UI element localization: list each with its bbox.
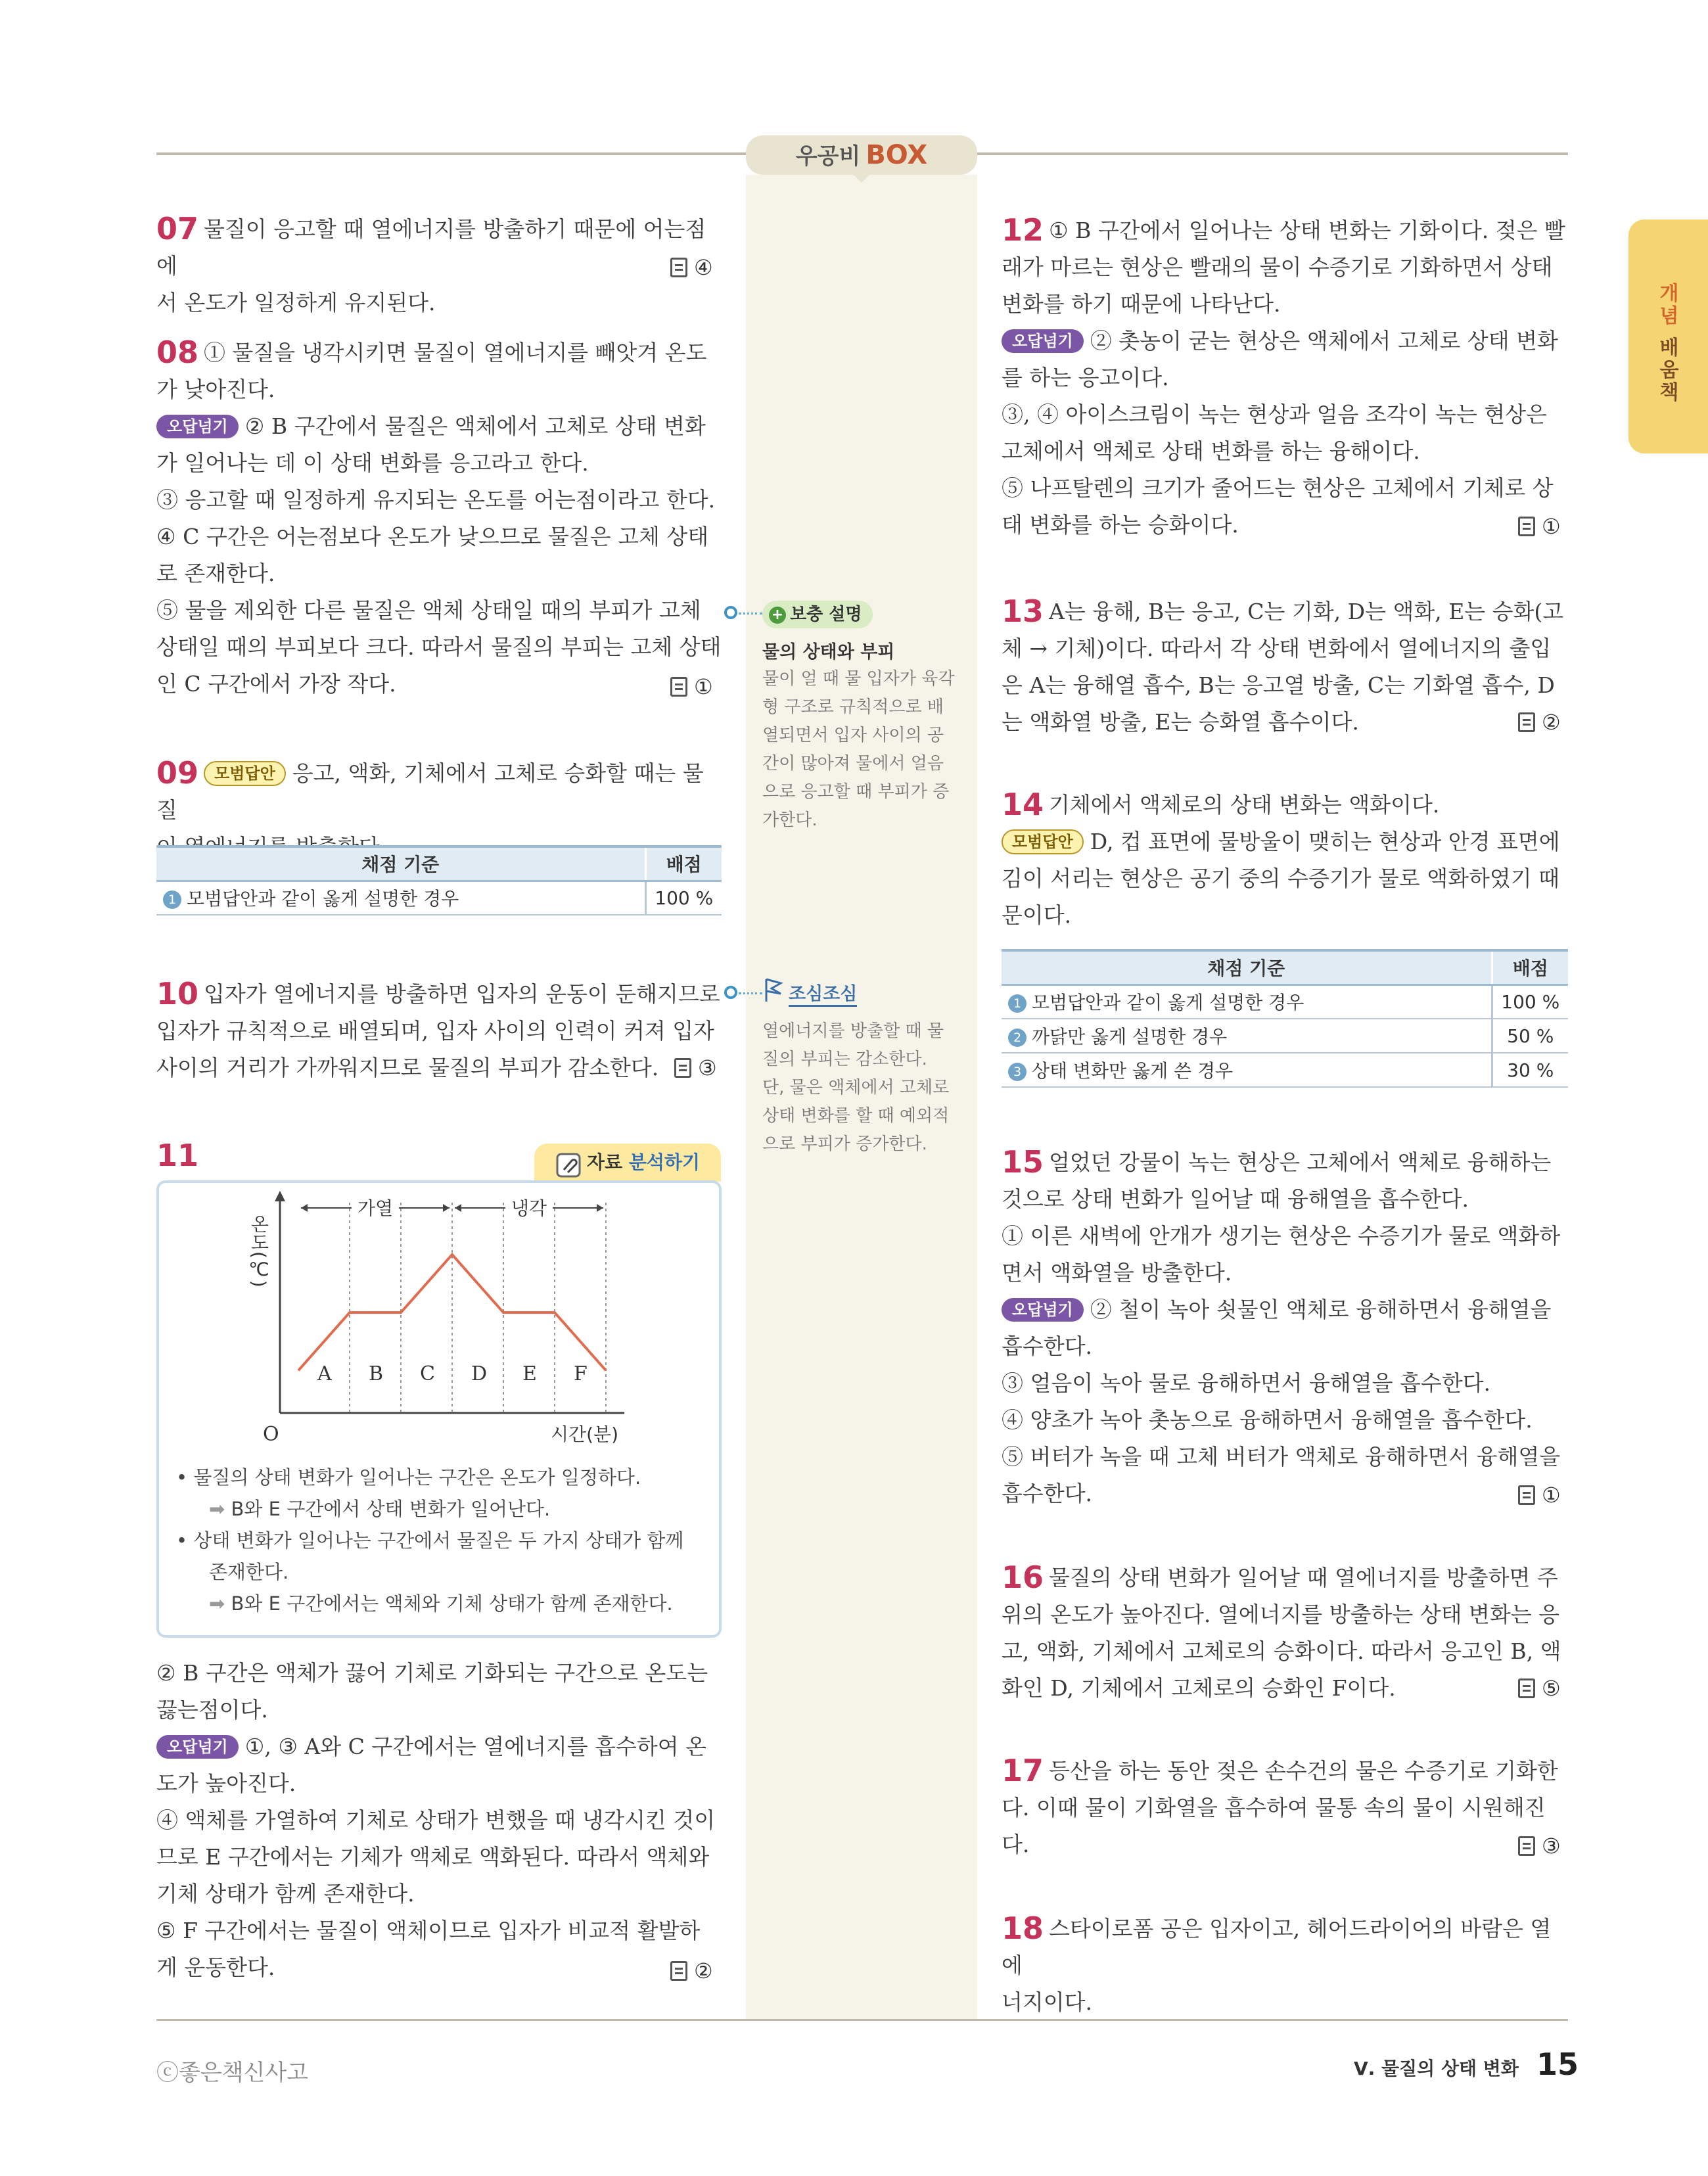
q08: 08 ① 물질을 냉각시키면 물질이 열에너지를 빼앗겨 온도 가 낮아진다. 오답넘기 ② B 구간에서 물질은 액체에서 고체로 상태 변화 가 일어나는 데 이 상태 변화를 응고라고 한다. ③ 응고할 때 일정하게 유지되는 온도를 어는점이라고 한다. ④ C 구간은 어는점보다 온도가 낮으므로 물질은 고체 상태 로 존재한다. ⑤ 물을 제외한 다른 물질은 액체 상태일 때의 부피가 고체 상태일 때의 부피보다 크다. 따라서 물질의 부피는 고체 상태 인 C 구간에서 가장 작다. bbox=[156, 335, 722, 697]
connector-dot bbox=[724, 606, 737, 619]
data-analysis-tab: 자료 분석하기 bbox=[534, 1144, 721, 1182]
memo-icon bbox=[670, 258, 687, 277]
q09: 09 모범답안 응고, 액화, 기체에서 고체로 승화할 때는 물질 bbox=[156, 755, 704, 823]
origin-label: O bbox=[263, 1423, 279, 1446]
q13: 13 A는 융해, B는 응고, C는 기화, D는 액화, E는 승화(고 체 → 기체)이다. 따라서 각 상태 변화에서 열에너지의 출입 은 A는 융해열 흡수, B는 응고열 방출, C는 기화열 흡수, D 는 액화열 방출, E는 승화열 흡수이다. bbox=[1002, 593, 1564, 735]
table-row: 1 모범답안과 같이 옳게 설명한 경우 100 % bbox=[156, 881, 722, 915]
memo-icon bbox=[1518, 517, 1535, 536]
table-header-score: 배점 bbox=[645, 846, 722, 881]
answer-q07: ④ bbox=[670, 255, 713, 280]
question-number: 07 bbox=[156, 211, 199, 246]
y-axis-label: 온도(℃) bbox=[248, 1215, 270, 1287]
q17: 17 등산을 하는 동안 젖은 손수건의 물은 수증기로 기화한 다. 이때 물이 기화열을 흡수하여 물통 속의 물이 시원해진다. bbox=[1002, 1753, 1558, 1857]
memo-icon bbox=[1518, 712, 1535, 732]
q18: 18 스타이로폼 공은 입자이고, 헤어드라이어의 바람은 열에 너지이다. bbox=[1002, 1910, 1552, 2015]
wrong-answer-badge: 오답넘기 bbox=[156, 1735, 239, 1759]
connector-line bbox=[739, 613, 762, 614]
segment-label: C bbox=[420, 1362, 435, 1385]
phase-span-arrow bbox=[597, 1204, 603, 1212]
answer-q10: ③ bbox=[674, 1055, 717, 1080]
question-number: 10 bbox=[156, 976, 199, 1011]
box-label: 우공비 bbox=[795, 143, 861, 170]
plus-icon: + bbox=[769, 607, 786, 624]
question-number: 12 bbox=[1002, 212, 1044, 248]
q14: 14 기체에서 액체로의 상태 변화는 액화이다. 모범답안 D, 컵 표면에 물방울이 맺히는 현상과 안경 표면에 김이 서리는 현상은 공기 중의 수증기가 물로 액화하였기 때 문이다. bbox=[1002, 787, 1560, 928]
caution-note-label: 조심조심 bbox=[789, 979, 857, 1007]
phase-span-arrow bbox=[455, 1204, 461, 1212]
answer-q08: ① bbox=[670, 674, 713, 699]
memo-icon bbox=[670, 1961, 687, 1981]
q11-number bbox=[156, 1137, 204, 1174]
wrong-answer-badge: 오답넘기 bbox=[1002, 1298, 1084, 1322]
question-number: 15 bbox=[1002, 1144, 1044, 1180]
table-header-criteria: 채점 기준 bbox=[156, 846, 645, 881]
question-number: 13 bbox=[1002, 593, 1044, 629]
temperature-time-chart bbox=[197, 1190, 644, 1452]
answer-q17: ③ bbox=[1518, 1834, 1561, 1859]
question-number: 18 bbox=[1002, 1910, 1044, 1946]
wrong-answer-badge: 오답넘기 bbox=[1002, 329, 1084, 353]
box-tab-pointer bbox=[852, 174, 871, 183]
answer-q15: ① bbox=[1518, 1483, 1561, 1508]
table-row: 3 상태 변화만 옳게 쓴 경우 30 % bbox=[1002, 1053, 1568, 1087]
side-tab-label: 개념 배움책 bbox=[1655, 283, 1678, 404]
supplement-note-label: + 보충 설명 bbox=[762, 601, 873, 628]
grading-table-q14 bbox=[1002, 949, 1568, 1088]
connector-dot bbox=[724, 986, 737, 999]
question-number: 16 bbox=[1002, 1560, 1044, 1595]
caution-note-body: 열에너지를 방출할 때 물 질의 부피는 감소한다. 단, 물은 액체에서 고체로 상태 변화를 할 때 예외적 으로 부피가 증가한다. bbox=[762, 1021, 950, 1154]
bottom-rule bbox=[156, 2019, 1568, 2021]
phase-label: 가열 bbox=[357, 1197, 394, 1219]
box-tab bbox=[746, 135, 977, 175]
memo-icon bbox=[674, 1058, 691, 1078]
memo-icon bbox=[1518, 1836, 1535, 1856]
table-header-score: 배점 bbox=[1492, 950, 1568, 984]
question-number: 17 bbox=[1002, 1753, 1044, 1788]
memo-icon bbox=[1518, 1678, 1535, 1698]
question-number: 08 bbox=[156, 335, 199, 370]
phase-label: 냉각 bbox=[511, 1197, 547, 1219]
q12: 12 ① B 구간에서 일어나는 상태 변화는 기화이다. 젖은 빨 래가 마르는 현상은 빨래의 물이 수증기로 기화하면서 상태 변화를 하기 때문에 나타난다. 오답넘기 ② 촛농이 굳는 현상은 액체에서 고체로 상태 변화 를 하는 응고이다. ③, ④ 아이스크림이 녹는 현상과 얼음 조각이 녹는 현상은 고체에서 액체로 상태 변화를 하는 융해이다. ⑤ 나프탈렌의 크기가 줄어드는 현상은 고체에서 기체로 상 태 변화를 하는 승화이다. bbox=[1002, 212, 1565, 538]
copyright: ⓒ좋은책신사고 bbox=[156, 2060, 309, 2086]
segment-label: A bbox=[317, 1362, 332, 1385]
answer-q12: ① bbox=[1518, 514, 1561, 539]
model-answer-badge: 모범답안 bbox=[1002, 829, 1084, 854]
page-number: 15 bbox=[1536, 2047, 1579, 2082]
table-header-criteria: 채점 기준 bbox=[1002, 950, 1492, 984]
segment-label: F bbox=[574, 1362, 588, 1385]
arrow-icon: ➡ bbox=[209, 1592, 225, 1615]
answer-q13: ② bbox=[1518, 710, 1561, 735]
phase-span-arrow bbox=[301, 1204, 308, 1212]
question-number: 11 bbox=[156, 1138, 199, 1173]
chapter-title: Ⅴ. 물질의 상태 변화 bbox=[1354, 2058, 1519, 2079]
q07: 07 물질이 응고할 때 열에너지를 방출하기 때문에 어는점에 서 온도가 일정하게 유지된다. bbox=[156, 211, 706, 315]
analysis-notes: • 물질의 상태 변화가 일어나는 구간은 온도가 일정하다. ➡ B와 E 구간에서 상태 변화가 일어난다. • 상태 변화가 일어나는 구간에서 물질은 두 가지 상태가 함께 존재한다. ➡ B와 E 구간에서는 액체와 기체 상태가 함께 존재한다. bbox=[176, 1466, 684, 1615]
supplement-note-title: 물의 상태와 부피 bbox=[762, 642, 895, 662]
phase-span-arrow bbox=[443, 1204, 450, 1212]
arrow-icon: ➡ bbox=[209, 1498, 225, 1520]
question-number: 14 bbox=[1002, 787, 1044, 822]
answer-q16: ⑤ bbox=[1518, 1676, 1561, 1701]
q15: 15 얼었던 강물이 녹는 현상은 고체에서 액체로 융해하는 것으로 상태 변화가 일어날 때 융해열을 흡수한다. ① 이른 새벽에 안개가 생기는 현상은 수증기가 물로 액화하 면서 액화열을 방출한다. 오답넘기 ② 철이 녹아 쇳물인 액체로 융해하면서 융해열을 흡수한다. ③ 얼음이 녹아 물로 융해하면서 융해열을 흡수한다. ④ 양초가 녹아 촛농으로 융해하면서 융해열을 흡수한다. ⑤ 버터가 녹을 때 고체 버터가 액체로 융해하면서 융해열을 흡수한다. bbox=[1002, 1144, 1561, 1506]
x-axis-label: 시간(분) bbox=[551, 1424, 618, 1445]
segment-label: D bbox=[471, 1362, 488, 1385]
q10: 10 입자가 열에너지를 방출하면 입자의 운동이 둔해지므로 입자가 규칙적으로 배열되며, 입자 사이의 인력이 커져 입자 사이의 거리가 가까워지므로 물질의 부피가 감소한다. bbox=[156, 976, 720, 1080]
table-row: 2 까닭만 옳게 설명한 경우 50 % bbox=[1002, 1019, 1568, 1053]
segment-label: B bbox=[369, 1362, 384, 1385]
wrong-answer-badge: 오답넘기 bbox=[156, 415, 239, 438]
connector-line bbox=[739, 992, 762, 994]
y-axis-arrow bbox=[275, 1191, 285, 1201]
grading-table-q09 bbox=[156, 845, 722, 915]
model-answer-badge: 모범답안 bbox=[204, 761, 286, 786]
table-row: 1 모범답안과 같이 옳게 설명한 경우 100 % bbox=[1002, 984, 1568, 1019]
supplement-note-body: 물이 얼 때 물 입자가 육각 형 구조로 규칙적으로 배 열되면서 입자 사이의 공 간이 많아져 물에서 얼음 으로 응고할 때 부피가 증 가한다. bbox=[762, 669, 955, 830]
memo-icon bbox=[670, 677, 687, 697]
answer-q11: ② bbox=[670, 1958, 713, 1983]
segment-label: E bbox=[522, 1362, 537, 1385]
paperclip-icon bbox=[553, 1150, 584, 1180]
question-number: 09 bbox=[156, 755, 199, 791]
memo-icon bbox=[1518, 1485, 1535, 1505]
box-label-accent: BOX bbox=[866, 140, 928, 170]
q16: 16 물질의 상태 변화가 일어날 때 열에너지를 방출하면 주 위의 온도가 높아진다. 열에너지를 방출하는 상태 변화는 응 고, 액화, 기체에서 고체로의 승화이다. 따라서 응고인 B, 액 화인 D, 기체에서 고체로의 승화인 F이다. bbox=[1002, 1560, 1561, 1701]
flag-icon bbox=[762, 977, 785, 1003]
q11-explanation: ② B 구간은 액체가 끓어 기체로 기화되는 구간으로 온도는 끓는점이다. 오답넘기 ①, ③ A와 C 구간에서는 열에너지를 흡수하여 온 도가 높아진다. ④ 액체를 가열하여 기체로 상태가 변했을 때 냉각시킨 것이 므로 E 구간에서는 기체가 액체로 액화된다. 따라서 액체와 기체 상태가 함께 존재한다. ⑤ F 구간에서는 물질이 액체이므로 입자가 비교적 활발하 게 운동한다. bbox=[156, 1660, 716, 1980]
